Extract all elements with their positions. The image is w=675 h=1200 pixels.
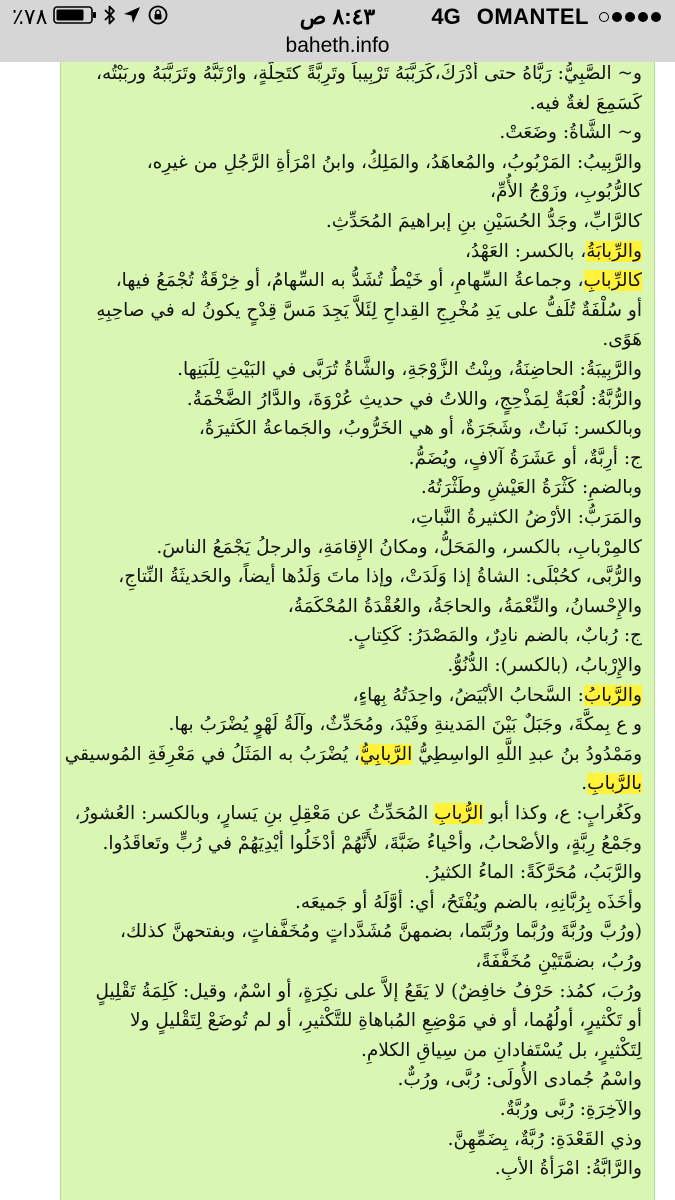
text-line — [75, 148, 642, 177]
battery-icon — [53, 5, 97, 30]
text-line — [75, 1095, 642, 1124]
text-line — [75, 62, 642, 88]
text-segment: وبالضمِ: كَثْرَةُ العَيْشِ وطَثْرَتُهُ. — [420, 477, 642, 499]
text-line — [75, 888, 642, 917]
highlighted-term: الرُّبابِ — [434, 803, 484, 824]
text-line — [75, 533, 642, 562]
text-line — [75, 473, 642, 502]
status-right-group — [431, 5, 661, 29]
text-segment: وكَغُرابٍ: ع، وكذا أبو — [483, 803, 642, 824]
text-segment: كالمِرْبابِ، بالكسر، والمَحَلُّ، ومكانُ الإِقامَةِ، والرجلُ يَجْمَعُ الناسَ. — [156, 536, 642, 558]
text-segment: لِتَكْثيرٍ، بل يُسْتَفادانِ من سِياقِ الكلامِ. — [361, 1039, 642, 1061]
text-line — [75, 177, 642, 206]
text-line — [75, 118, 642, 147]
text-segment: أو سُلْفَةٌ تُلَفُّ على يَدِ مُخْرِجِ القِداحِ لِئَلاَّ يَجِدَ مَسَّ قِدْحٍ يكونُ له في صاحِبِهِ — [96, 299, 642, 321]
text-segment: وذي القَعْدَةِ: رُبَّةٌ، بِضَمِّهِنَّ. — [447, 1128, 642, 1150]
text-segment: والرُّبَّةُ: لُعْبَةٌ لِمَذْحِجٍ، واللاتُ في حديثِ عُرْوَةَ، والدَّارُ الضَّخْمَةُ. — [186, 388, 642, 410]
text-line — [75, 621, 642, 650]
text-line — [75, 562, 642, 591]
text-line — [75, 799, 642, 828]
rotation-lock-icon — [147, 4, 169, 31]
text-line — [75, 710, 642, 739]
text-segment: والإِرْبابُ، (بالكسر): الدُّنُوُّ. — [447, 655, 642, 676]
text-segment: والرَّابَّةُ: امْرَأةُ الأبِ. — [494, 1158, 642, 1180]
text-segment: وبالكسر: نَباتٌ، وشَجَرَةٌ، أو هي الخَرُّوبُ، والجَماعةُ الكَثيرَةُ، — [198, 418, 642, 440]
text-segment: والرَّبَبُ، مُحَرَّكَةً: الماءُ الكثيرُ. — [424, 862, 642, 884]
text-segment: كالرُّبُوبِ، وزَوْجُ الأُمِّ، — [489, 181, 642, 203]
text-line — [75, 769, 642, 798]
text-line — [75, 325, 642, 354]
text-segment: ج: أرِبَّةٌ، أو عَشَرَةُ آلافٍ، ويُضَمُّ. — [408, 447, 642, 469]
text-segment: : السَّحابُ الأبْيَضُ، واحِدَتُهُ بِهاءٍ، — [352, 684, 584, 706]
bluetooth-icon — [103, 4, 117, 31]
highlighted-term: والرِّبابَةُ — [586, 240, 642, 262]
text-line — [75, 651, 642, 680]
text-segment: وجَمْعُ رِبَّةٍ، والأصْحابُ، وأحْياءُ ضَبَّةَ، لأَنَّهُمْ أدْخَلُوا أيْدِيَهُمْ في رُبٍّ وتَعاقَدُوا. — [102, 832, 642, 854]
text-segment: ومَمْدُودُ بنُ عبدِ اللَّهِ الواسِطِيُّ — [412, 743, 642, 765]
text-line — [75, 977, 642, 1006]
text-line — [75, 1065, 642, 1094]
text-segment: ورُبَ، كمُذ: حَرْفُ خافِضٌ) لا يَقَعُ إلاَّ على نكِرَةٍ، أو اسْمٌ، وقيل: كَلِمَةُ تَقْلِيلٍ — [95, 980, 642, 1002]
text-segment: ، يُضْرَبُ به المَثَلُ في مَعْرِفَةِ المُوسيقي — [64, 743, 360, 765]
text-line — [75, 296, 642, 325]
text-segment: أو تَكْثيرٍ، أولُهُما، أو في مَوْضِعِ المُباهاةِ للتَّكْثيرِ، أو لم تُوضَعْ لِتَقْليلٍ ولا — [130, 1010, 642, 1032]
text-segment: وأخَذَه بِرُبَّانِهِ، بالضم ويُفْتَحُ، أي: أوَّلَهُ أو جَميعَه. — [295, 891, 642, 913]
text-segment: والرَّبِيبَةُ: الحاضِنَةُ، وبِنْتُ الزَّوْجَةِ، والشَّاةُ تُرَبَّى في البَيْتِ لِلَبَنِها. — [177, 359, 642, 380]
location-arrow-icon — [123, 5, 141, 29]
text-line — [64, 740, 642, 769]
text-line — [75, 355, 642, 384]
article-content — [60, 62, 655, 1200]
text-segment: و~ الشَّاةُ: وضَعَتْ. — [499, 122, 642, 144]
network-type: 4G — [431, 4, 461, 29]
text-line — [75, 1036, 642, 1065]
text-segment: ورُبُ، بضمَّتَيْنِ مُخَفَّفَةً، — [475, 951, 642, 972]
text-segment: هَوًى. — [602, 329, 642, 351]
status-left-group — [12, 5, 169, 29]
text-segment: المُحَدِّثُ عن مَعْقِلِ بنِ يَسارٍ، وبالكسر: العُشورُ، — [74, 803, 435, 824]
text-segment: واسْمُ جُمادى الأُولَى: رُبَّى، ورُبٌّ. — [397, 1069, 642, 1091]
text-line — [75, 947, 642, 976]
text-line — [75, 89, 642, 118]
address-bar[interactable] — [0, 34, 675, 62]
text-line — [75, 681, 642, 710]
highlighted-term: بالرَّبابِ — [587, 773, 642, 795]
text-line — [75, 444, 642, 473]
text-line — [75, 858, 642, 887]
carrier-name: OMANTEL — [476, 4, 589, 29]
text-segment: ج: رُبابٌ، بالضم نادِرٌ، والمَصْدَرُ: كَكِتابٍ. — [347, 625, 642, 647]
text-segment: والإِحْسانُ، والنِّعْمَةُ، والحاجَةُ، والعُقْدَةُ المُحْكَمَةُ، — [287, 595, 642, 617]
battery-percent: ٪٧٨ — [12, 4, 48, 29]
text-segment: ، بالكسر: العَهْدُ، — [464, 240, 587, 262]
text-line — [75, 207, 642, 236]
text-segment: و ع بِمكَّةَ، وجَبَلٌ بَيْنَ المَدينةِ وفَيْدَ، ومُحَدِّثٌ، وآلَةُ لَهْوٍ يُضْرَبُ بها. — [168, 714, 642, 736]
text-segment: كَسَمِعَ لغةٌ فيه. — [529, 92, 642, 114]
text-line — [75, 829, 642, 858]
text-segment: والرَّبِيبُ: المَرْبُوبُ، والمُعاهَدُ، والمَلِكُ، وابنُ امْرَأةِ الرَّجُلِ من غيرِه، — [146, 151, 642, 173]
status-bar — [0, 0, 675, 34]
text-segment: و~ الصَّبِيُّ: رَبَّاهُ حتى أدْرَكَ،كَرَبَّبَهُ تَرْبِيباً وتَرِبَّةً كتَحِلَّةٍ، وارْتَبَّهُ وتَرَبَّبَهُ وربَبْتُه، — [95, 63, 642, 84]
text-line — [75, 414, 642, 443]
text-line — [75, 266, 642, 295]
text-line — [75, 385, 642, 414]
text-segment: ، وجماعةُ السِّهامِ، أو خَيْطٌ تُشَدُّ به السِّهامُ، أو خِرْقَةٌ تُجْمَعُ فيها، — [115, 270, 584, 292]
text-line — [75, 237, 642, 266]
text-segment: والمَرَبُّ: الأرْضُ الكثيرةُ النَّباتِ، — [410, 507, 642, 528]
highlighted-term: الرَّبابِيُّ — [359, 743, 413, 765]
text-segment: . — [581, 773, 588, 795]
clock: ٨:٤٣ ص — [299, 4, 376, 29]
highlighted-term: والرَّبابُ — [583, 684, 642, 706]
text-line — [75, 503, 642, 532]
text-segment: كالرَّابِّ، وجَدُّ الحُسَيْنِ بنِ إبراهيمَ المُحَدِّثِ. — [325, 211, 642, 232]
text-segment: والآخِرَةِ: رُبَّى ورُبَّةٌ. — [499, 1099, 642, 1120]
text-line — [75, 1125, 642, 1154]
text-line — [75, 592, 642, 621]
text-line — [75, 917, 642, 946]
text-line — [75, 1154, 642, 1183]
signal-strength-icon — [599, 12, 661, 22]
text-segment: (ورُبَّ ورُبَّةَ ورُبَّما ورُبَّتَما، بضمهنَّ مُشَدَّداتٍ ومُخَفَّفاتٍ، وبفتحهنَّ كذلك، — [120, 921, 642, 943]
highlighted-term: كالرِّبابِ — [583, 270, 642, 292]
text-line — [75, 1006, 642, 1035]
text-segment: والرُّبَّى، كحُبْلَى: الشاةُ إذا وَلَدَتْ، وإذا ماتَ وَلَدُها أيضاً، والحَديثَةُ النِّتاجِ، — [118, 566, 642, 588]
url-text[interactable]: baheth.info — [285, 34, 390, 57]
